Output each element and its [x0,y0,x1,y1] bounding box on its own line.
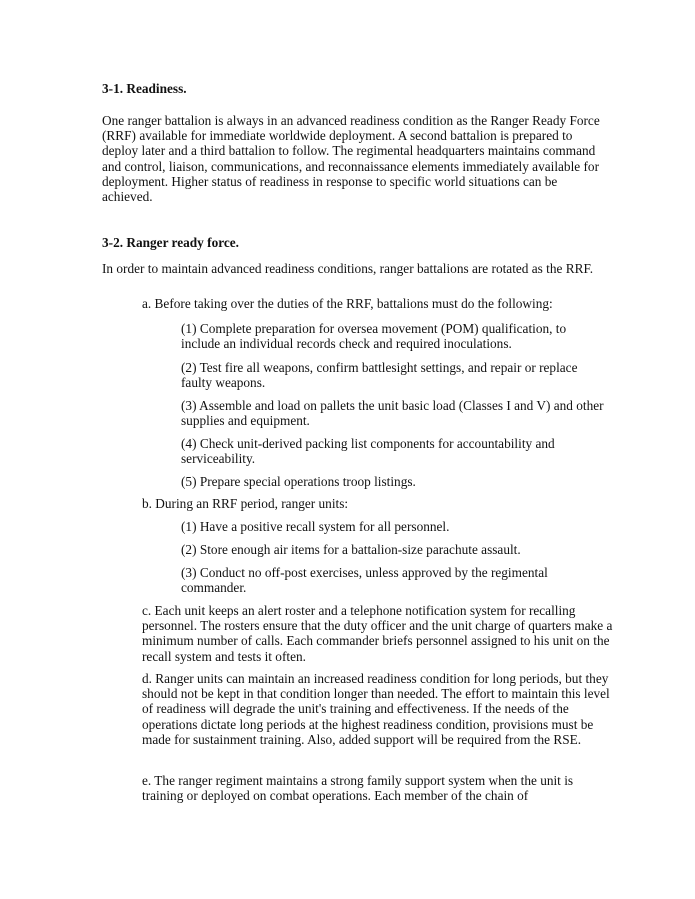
paragraph-a-item-2: (2) Test fire all weapons, confirm battlesight settings, and repair or replace faulty weapons. [181,360,578,391]
paragraph-d: d. Ranger units can maintain an increased readiness condition for long periods, but they should not be kept in that condition longer than needed. The effort to maintain this level of readiness will degrade the unit's training and effectiveness. If the needs of the operations dictate long periods at the highest readiness condition, provisions must be made for sustainment training. Also, added support will be required from the RSE. [142,671,610,747]
paragraph-a-item-4: (4) Check unit-derived packing list components for accountability and serviceability. [181,436,555,467]
paragraph-a-item-1: (1) Complete preparation for oversea movement (POM) qualification, to include an individual records check and required inoculations. [181,321,567,352]
readiness-paragraph: One ranger battalion is always in an advanced readiness condition as the Ranger Ready Force (RRF) available for immediate worldwide deployment. A second battalion is prepared to deploy later and a third battalion to follow. The regimental headquarters maintains command and control, liaison, communications, and reconnaissance elements immediately available for deployment. Higher status of readiness in response to specific world situations can be achieved. [102,113,600,205]
section-heading-readiness: 3-1. Readiness. [102,81,187,96]
paragraph-a: a. Before taking over the duties of the RRF, battalions must do the following: [142,296,553,311]
paragraph-b-item-2: (2) Store enough air items for a battalion-size parachute assault. [181,542,521,557]
section-heading-ranger-ready-force: 3-2. Ranger ready force. [102,235,240,250]
paragraph-c: c. Each unit keeps an alert roster and a telephone notification system for recalling personnel. The rosters ensure that the duty officer and the unit charge of quarters make a minimum number of calls. Each commander briefs personnel assigned to his unit on the recall system and tests it often. [142,603,613,664]
paragraph-b-item-3: (3) Conduct no off-post exercises, unless approved by the regimental commander. [181,565,548,596]
paragraph-e: e. The ranger regiment maintains a strong family support system when the unit is training or deployed on combat operations. Each member of the chain of [142,773,574,804]
rrf-intro-paragraph: In order to maintain advanced readiness conditions, ranger battalions are rotated as the RRF. [102,261,594,276]
paragraph-a-item-3: (3) Assemble and load on pallets the unit basic load (Classes I and V) and other supplies and equipment. [181,398,604,429]
paragraph-b: b. During an RRF period, ranger units: [142,496,349,511]
paragraph-a-item-5: (5) Prepare special operations troop listings. [181,474,416,489]
paragraph-b-item-1: (1) Have a positive recall system for all personnel. [181,519,450,534]
